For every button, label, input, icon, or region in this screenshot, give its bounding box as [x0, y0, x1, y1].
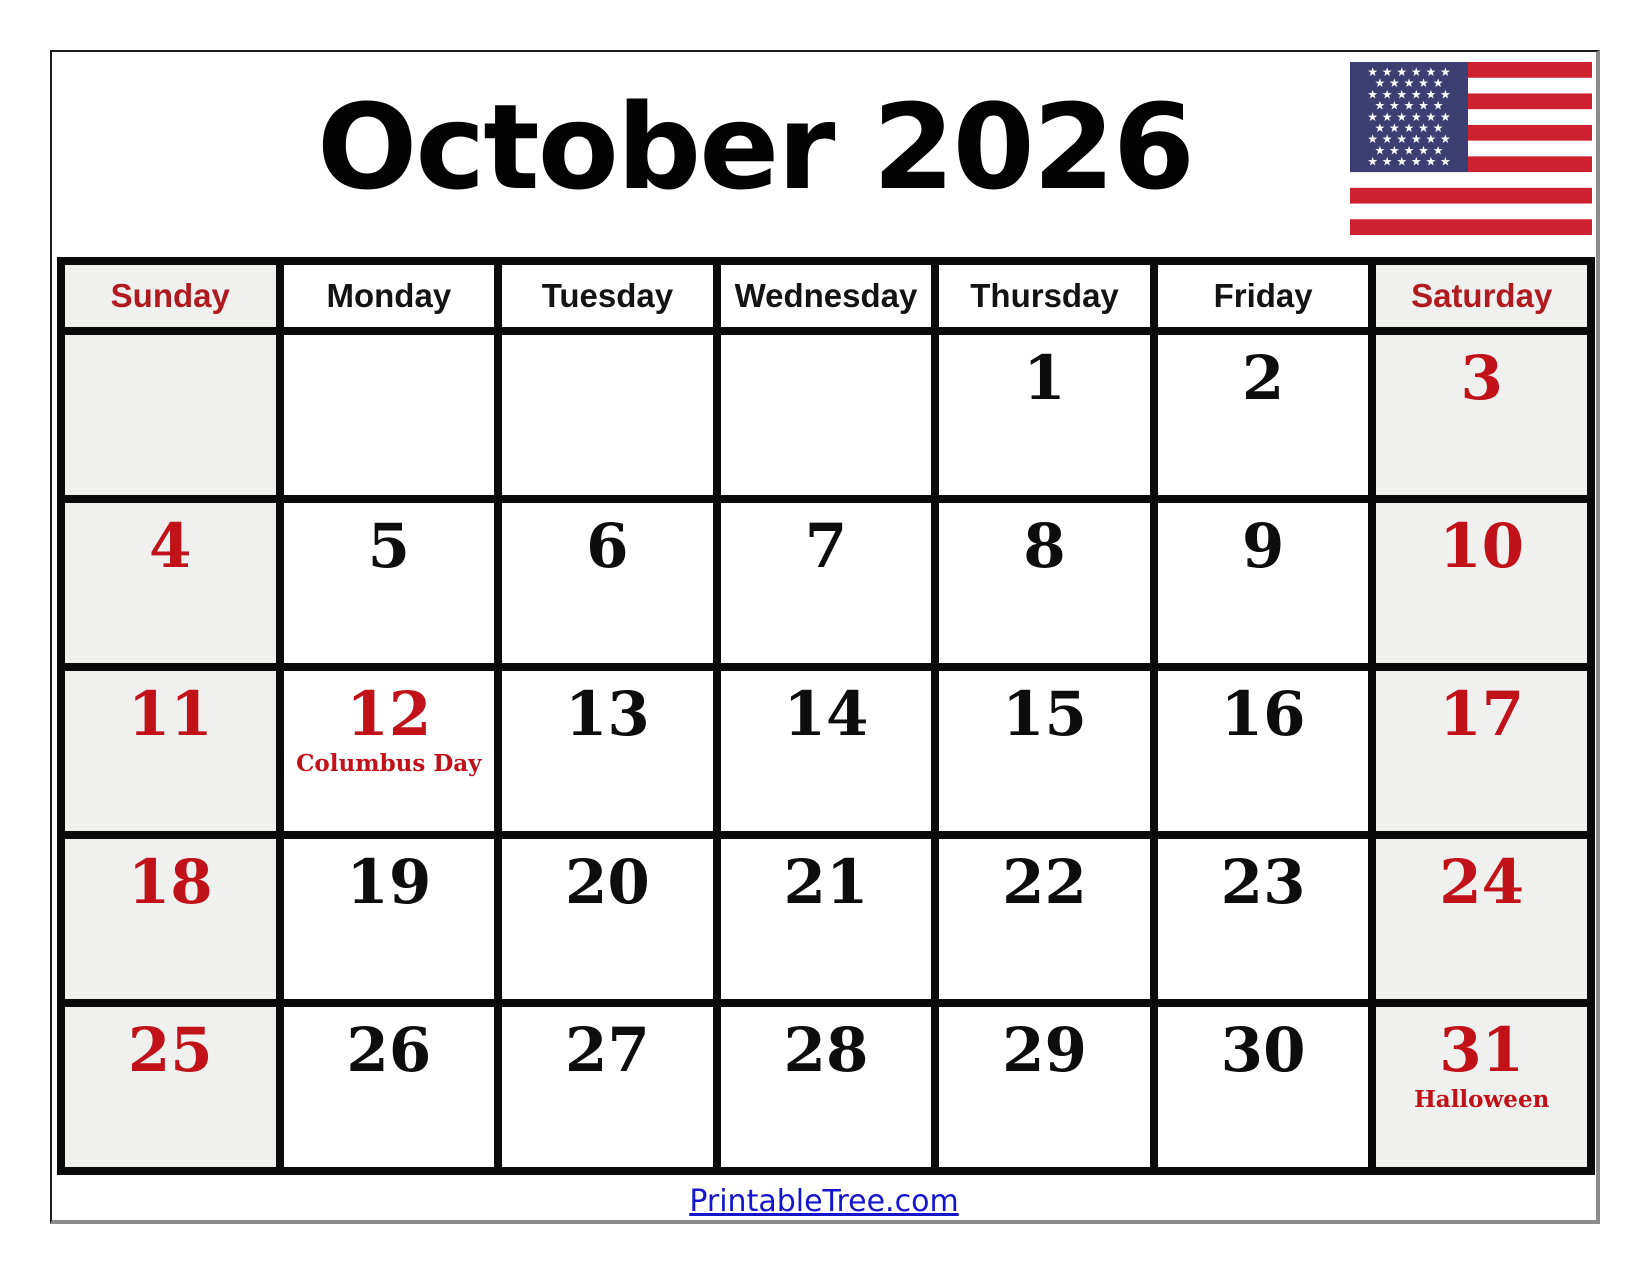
- day-cell: [717, 1003, 936, 1171]
- day-number: 14: [783, 679, 869, 750]
- day-number: 16: [1220, 679, 1306, 750]
- day-cell: [935, 499, 1154, 667]
- day-cell: [61, 667, 280, 835]
- day-cell: [717, 499, 936, 667]
- day-cell: [280, 331, 499, 499]
- day-cell: [498, 667, 717, 835]
- day-number: 1: [1023, 343, 1066, 414]
- day-number: 18: [127, 847, 213, 918]
- day-cell: [498, 1003, 717, 1171]
- day-number: 22: [1002, 847, 1087, 918]
- day-number: [502, 335, 713, 348]
- day-number: [65, 335, 276, 348]
- week-row: [61, 499, 1591, 667]
- page-title: October 2026: [317, 78, 1193, 216]
- day-cell: [498, 499, 717, 667]
- day-number: 20: [564, 847, 650, 918]
- day-number: 31: [1439, 1015, 1525, 1086]
- svg-text:★ ★ ★ ★ ★ ★: ★ ★ ★ ★ ★ ★: [1367, 65, 1451, 79]
- day-number: 6: [586, 511, 629, 582]
- us-flag-icon: [1350, 62, 1592, 235]
- day-cell: [280, 1003, 499, 1171]
- day-cell-halloween: [1372, 1003, 1591, 1171]
- day-number: 19: [346, 847, 432, 918]
- weekday-header-saturday: Saturday: [1372, 261, 1591, 331]
- week-row: [61, 667, 1591, 835]
- day-cell: [61, 331, 280, 499]
- weekday-header-monday: Monday: [280, 261, 499, 331]
- day-cell: [498, 835, 717, 1003]
- day-number: 12: [346, 679, 432, 750]
- weekday-header-wednesday: Wednesday: [717, 261, 936, 331]
- svg-text:★ ★ ★ ★ ★: ★ ★ ★ ★ ★: [1374, 98, 1444, 113]
- day-cell: [717, 331, 936, 499]
- week-row: [61, 835, 1591, 1003]
- day-cell: [280, 499, 499, 667]
- day-number: 30: [1220, 1015, 1306, 1086]
- day-number: 9: [1241, 511, 1285, 582]
- day-number: 17: [1439, 679, 1525, 750]
- day-number: 3: [1460, 343, 1503, 414]
- day-cell: [1154, 331, 1373, 499]
- day-number: 2: [1241, 343, 1285, 414]
- day-number: 28: [783, 1015, 869, 1086]
- day-number: 26: [346, 1015, 432, 1086]
- svg-text:★ ★ ★ ★ ★ ★: ★ ★ ★ ★ ★ ★: [1367, 87, 1451, 102]
- day-cell: [1154, 1003, 1373, 1171]
- day-cell: [935, 835, 1154, 1003]
- day-number: 25: [127, 1015, 213, 1086]
- day-cell: [1372, 667, 1591, 835]
- day-cell: [935, 1003, 1154, 1171]
- day-cell: [935, 331, 1154, 499]
- weekday-header-row: [61, 261, 1591, 331]
- day-number: 7: [804, 511, 848, 582]
- day-number: 24: [1439, 847, 1525, 918]
- day-number: 13: [564, 679, 650, 750]
- day-cell: [61, 835, 280, 1003]
- day-cell: [1154, 499, 1373, 667]
- day-cell: [61, 499, 280, 667]
- day-number: 29: [1002, 1015, 1087, 1086]
- day-number: 11: [127, 679, 213, 750]
- calendar-grid: [57, 257, 1595, 1175]
- weekday-header-tuesday: Tuesday: [498, 261, 717, 331]
- day-cell: [717, 667, 936, 835]
- day-number: 27: [564, 1015, 650, 1086]
- day-cell: [1154, 667, 1373, 835]
- day-cell: [280, 835, 499, 1003]
- weekday-header-thursday: Thursday: [935, 261, 1154, 331]
- svg-text:★ ★ ★ ★ ★ ★: ★ ★ ★ ★ ★ ★: [1367, 154, 1451, 169]
- svg-text:★ ★ ★ ★ ★ ★: ★ ★ ★ ★ ★ ★: [1367, 109, 1451, 124]
- weekday-header-sunday: Sunday: [61, 261, 280, 331]
- svg-text:★ ★ ★ ★ ★: ★ ★ ★ ★ ★: [1374, 143, 1444, 158]
- day-number: 15: [1002, 679, 1087, 750]
- day-number: [721, 335, 932, 348]
- day-number: 5: [367, 511, 411, 582]
- svg-text:★ ★ ★ ★ ★ ★: ★ ★ ★ ★ ★ ★: [1367, 132, 1451, 147]
- day-cell: [1372, 331, 1591, 499]
- day-cell-columbus-day: [280, 667, 499, 835]
- day-cell: [717, 835, 936, 1003]
- day-cell: [1154, 835, 1373, 1003]
- day-cell: [61, 1003, 280, 1171]
- svg-text:★ ★ ★ ★ ★: ★ ★ ★ ★ ★: [1374, 76, 1444, 91]
- day-cell: [498, 331, 717, 499]
- week-row: [61, 1003, 1591, 1171]
- week-row: [61, 331, 1591, 499]
- svg-text:★ ★ ★ ★ ★: ★ ★ ★ ★ ★: [1374, 121, 1444, 135]
- day-cell: [935, 667, 1154, 835]
- day-number: 4: [149, 511, 192, 582]
- holiday-label: Columbus Day: [296, 750, 482, 777]
- day-number: 10: [1439, 511, 1525, 582]
- day-number: 23: [1220, 847, 1306, 918]
- day-cell: [1372, 835, 1591, 1003]
- day-number: 21: [783, 847, 869, 918]
- day-number: 8: [1023, 511, 1066, 582]
- printabletree-link[interactable]: PrintableTree.com: [689, 1184, 959, 1219]
- day-number: [284, 335, 495, 348]
- weekday-header-friday: Friday: [1154, 261, 1373, 331]
- day-cell: [1372, 499, 1591, 667]
- holiday-label: Halloween: [1414, 1086, 1550, 1113]
